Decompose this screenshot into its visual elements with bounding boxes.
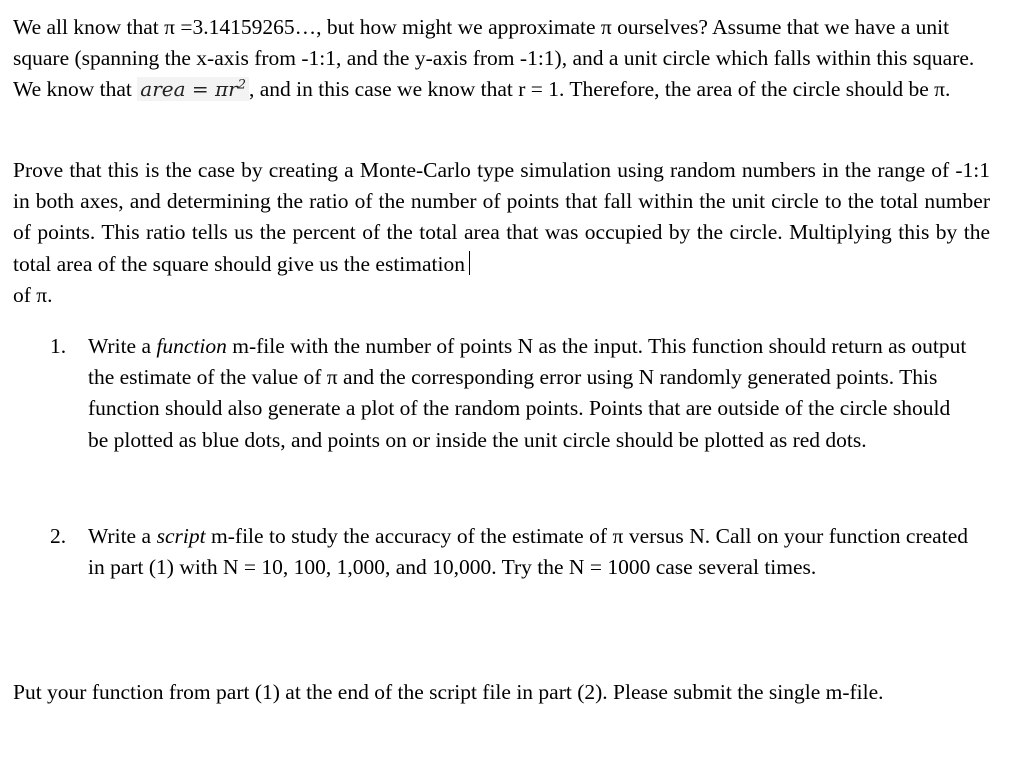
prove-text-tail: of π.	[13, 282, 53, 307]
list-item-emphasis: function	[156, 334, 227, 358]
list-item-number: 1.	[50, 334, 67, 358]
list-item-number: 2.	[50, 524, 67, 548]
area-formula	[137, 77, 249, 101]
list-item-text	[88, 521, 968, 583]
list-item-emphasis: script	[156, 524, 206, 548]
closing-paragraph: Put your function from part (1) at the end of the script file in part (2). Please submit the single m-file.	[13, 680, 884, 704]
prove-text: Prove that this is the case by creating a Monte-Carlo type simulation using random numbers in the range of -1:1 in both axes, and determining the ratio of the number of points that fall within the unit circle to the total number of points. This ratio tells us the percent of the total area that was occupied by the circle. Multiplying this by the total area of the square should give us the estimation	[13, 158, 990, 276]
area-formula-base: area = πr	[140, 77, 238, 102]
list-item-text-post: m-file with the number of points N as the input. This function should return as output the estimate of the value of π and the corresponding error using N randomly generated points. This function should also generate a plot of the random points. Points that are outside of the circle should be plotted as blue dots, and points on or inside the unit circle should be plotted as red dots.	[88, 334, 967, 452]
text-cursor	[469, 251, 470, 275]
intro-paragraph	[13, 12, 990, 106]
list-item-text	[88, 331, 968, 456]
area-formula-exponent: 2	[237, 77, 246, 93]
list-item-text-pre: Write a	[88, 334, 157, 358]
prove-paragraph	[13, 155, 990, 311]
intro-text-end: , and in this case we know that r = 1. Therefore, the area of the circle should be π.	[248, 77, 951, 102]
list-item-text-pre: Write a	[88, 524, 157, 548]
list-item-text-post: m-file to study the accuracy of the estimate of π versus N. Call on your function created in part (1) with N = 10, 100, 1,000, and 10,000. Try the N = 1000 case several times.	[88, 524, 968, 580]
intro-text-start: We all know that π =3.14159265…, but how might we approximate π ourselves? Assume that we have a unit square (spanning the x-axis from -1:1, and the y-axis from -1:1), and a unit circle which falls within this square. We know that	[13, 15, 975, 102]
